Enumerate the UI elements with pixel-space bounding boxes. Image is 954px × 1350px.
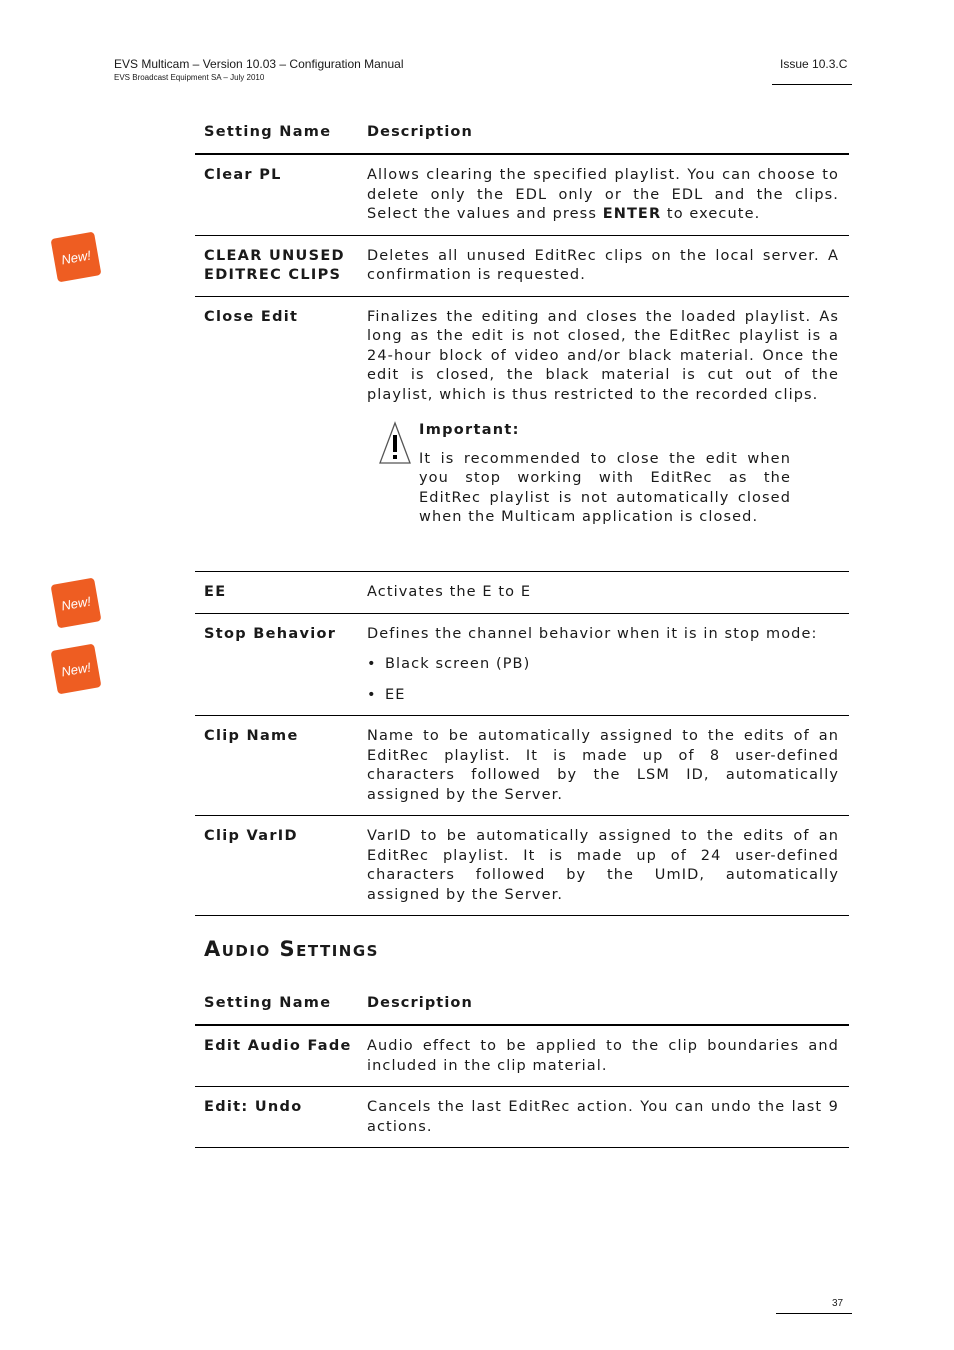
setting-description xyxy=(367,236,849,296)
setting-name: Clip Name xyxy=(204,728,299,744)
setting-description xyxy=(367,155,849,235)
setting-description xyxy=(367,716,849,815)
bullet-list xyxy=(367,655,839,705)
header-divider xyxy=(772,84,852,85)
warning-icon xyxy=(378,421,412,465)
setting-description xyxy=(367,1026,849,1086)
setting-name: Clip VarID xyxy=(204,828,298,844)
settings-table-2 xyxy=(195,571,849,916)
table-header xyxy=(195,123,849,155)
desc-text: Finalizes the editing and closes the loaded playlist. As long as the edit is not closed, the EditRec playlist is a 24-hour block of video and/or black material. Once the edit is closed, the black material is cut out of the playlist, which is thus restricted to the recorded clips. xyxy=(367,308,839,403)
col-description: Description xyxy=(367,124,473,140)
col-setting-name: Setting Name xyxy=(204,995,332,1011)
desc-text: Cancels the last EditRec action. You can undo the last 9 actions. xyxy=(367,1099,839,1135)
row-clear-pl xyxy=(195,155,849,236)
setting-name xyxy=(195,236,367,296)
section-heading-audio-settings: Audio Settings xyxy=(204,937,379,961)
important-note xyxy=(367,421,791,528)
setting-description xyxy=(367,1087,849,1147)
setting-name: Close Edit xyxy=(204,308,299,325)
desc-text: Deletes all unused EditRec clips on the local server. A confirmation is requested. xyxy=(367,247,839,283)
row-clip-varid xyxy=(195,816,849,916)
settings-table-1 xyxy=(195,123,849,565)
setting-description xyxy=(367,816,849,915)
row-clip-name xyxy=(195,716,849,816)
desc-text: to execute. xyxy=(661,206,761,222)
setting-description xyxy=(367,297,849,565)
setting-name-line: EDITREC CLIPS xyxy=(204,267,342,283)
row-clear-unused-editrec-clips xyxy=(195,236,849,297)
row-stop-behavior xyxy=(195,614,849,717)
key-enter: ENTER xyxy=(602,206,662,222)
setting-name: Edit: Undo xyxy=(204,1099,303,1115)
setting-name-line: CLEAR UNUSED xyxy=(204,247,345,264)
setting-description xyxy=(367,572,849,613)
row-edit-undo xyxy=(195,1087,849,1148)
desc-text: VarID to be automatically assigned to the edits of an EditRec playlist. It is made up of 24 user-defined characters followed by the UmID, automatically assigned by the Server. xyxy=(367,828,839,903)
col-description: Description xyxy=(367,995,473,1011)
setting-name: Stop Behavior xyxy=(204,625,337,642)
desc-text: Name to be automatically assigned to the edits of an EditRec playlist. It is made up of 8 user-defined characters followed by the LSM ID, automatically assigned by the Server. xyxy=(367,728,839,803)
audio-settings-table xyxy=(195,994,849,1148)
manual-title: EVS Multicam – Version 10.03 – Configuration Manual xyxy=(114,57,404,71)
issue-label: Issue 10.3.C xyxy=(780,57,848,71)
col-setting-name: Setting Name xyxy=(204,124,332,140)
desc-text: Allows clearing the specified playlist. You can choose to delete only the EDL only or the EDL and the clips. Select the values and press xyxy=(367,167,839,222)
important-title: Important: xyxy=(419,422,520,438)
row-ee xyxy=(195,572,849,614)
table-header xyxy=(195,994,849,1026)
desc-text: Audio effect to be applied to the clip boundaries and included in the clip material. xyxy=(367,1038,839,1074)
list-item: • Black screen (PB) xyxy=(367,655,839,675)
new-badge-icon: New! xyxy=(51,232,102,283)
desc-text: Activates the E to E xyxy=(367,584,532,600)
new-badge-icon: New! xyxy=(51,578,102,629)
list-item: • EE xyxy=(367,686,839,706)
row-close-edit xyxy=(195,297,849,565)
footer-divider xyxy=(776,1313,852,1314)
important-text: It is recommended to close the edit when you stop working with EditRec as the EditRec playlist is not automatically closed when the Multicam application is closed. xyxy=(419,450,791,525)
setting-name: Clear PL xyxy=(204,167,282,183)
setting-name: Edit Audio Fade xyxy=(204,1038,352,1054)
setting-name: EE xyxy=(204,584,227,600)
manual-subtitle: EVS Broadcast Equipment SA – July 2010 xyxy=(114,73,265,82)
row-edit-audio-fade xyxy=(195,1026,849,1087)
new-badge-icon: New! xyxy=(51,644,102,695)
setting-description xyxy=(367,614,849,716)
desc-text: Defines the channel behavior when it is in stop mode: xyxy=(367,625,818,642)
page-number: 37 xyxy=(832,1298,844,1309)
